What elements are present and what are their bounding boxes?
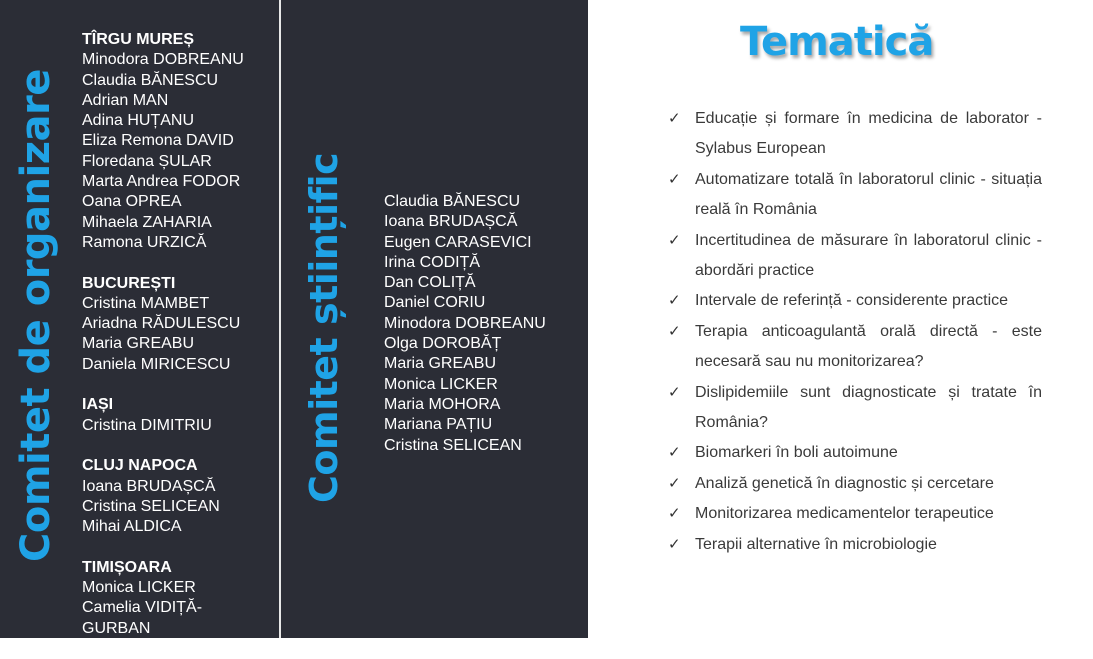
topic-item [668, 469, 1042, 499]
member-name: Floredana ȘULAR [82, 152, 212, 170]
member-name: Mariana PAȚIU [384, 416, 493, 434]
topic-text: Educație și formare în medicina de laborator - Sylabus European [695, 110, 1042, 158]
topic-text: Biomarkeri în boli autoimune [695, 444, 898, 462]
member-name: Eugen CARASEVICI [384, 233, 532, 251]
member-name: Monica LICKER [82, 579, 196, 597]
checkmark-icon: ✓ [668, 505, 681, 523]
checkmark-icon: ✓ [668, 231, 681, 249]
member-name: Ioana BRUDAȘCĂ [384, 213, 518, 231]
city-group [82, 30, 244, 253]
topic-item [668, 378, 1042, 439]
member-name: Cristina SELICEAN [82, 497, 220, 515]
member-name: Daniela MIRICESCU [82, 355, 231, 373]
member-name: Ramona URZICĂ [82, 233, 207, 251]
city-group [82, 558, 244, 639]
topic-text: Monitorizarea medicamentelor terapeutice [695, 505, 994, 523]
topic-item [668, 317, 1042, 378]
topic-item [668, 286, 1042, 316]
topic-item [668, 104, 1042, 165]
checkmark-icon: ✓ [668, 535, 681, 553]
checkmark-icon: ✓ [668, 474, 681, 492]
topic-text: Automatizare totală în laboratorul clinic - situația reală în România [695, 170, 1042, 219]
topic-item [668, 530, 1042, 560]
city-heading: TÎRGU MUREȘ [82, 31, 194, 48]
city-group [82, 456, 244, 537]
organizing-committee-title: Comitet de organizare [13, 69, 59, 562]
member-name: Maria MOHORA [384, 395, 501, 413]
topic-text: Terapia anticoagulantă orală directă - este necesară sau nu monitorizarea? [695, 322, 1042, 371]
member-name: Maria GREABU [82, 335, 195, 353]
member-name: Maria GREABU [384, 355, 497, 373]
city-heading: TIMIȘOARA [82, 558, 172, 576]
topic-text: Incertitudinea de măsurare în laboratorul clinic - abordări practice [695, 231, 1042, 280]
member-name: Ioana BRUDAȘCĂ [82, 477, 216, 495]
member-name: Claudia BĂNESCU [384, 193, 521, 210]
topic-text: Dislipidemiile sunt diagnosticate și tratate în România? [695, 383, 1042, 432]
checkmark-icon: ✓ [668, 444, 681, 462]
topic-text: Intervale de referință - considerente practice [695, 292, 1009, 310]
member-name: Dan COLIȚĂ [384, 274, 476, 292]
member-name: Daniel CORIU [384, 294, 486, 312]
member-name: Adrian MAN [82, 91, 169, 109]
tematica-title: Tematică [740, 19, 934, 65]
checkmark-icon: ✓ [668, 110, 681, 127]
member-name: Marta Andrea FODOR [82, 173, 241, 191]
city-heading: BUCUREȘTI [82, 274, 176, 292]
city-heading: CLUJ NAPOCA [82, 457, 198, 475]
member-name: Cristina MAMBET [82, 294, 210, 312]
member-name: Adina HUȚANU [82, 112, 195, 130]
member-name: Claudia BĂNESCU [82, 71, 219, 89]
member-name: Irina CODIȚĂ [384, 253, 481, 271]
topic-list [668, 104, 1042, 560]
member-name: Mihaela ZAHARIA [82, 213, 212, 231]
checkmark-icon: ✓ [668, 383, 681, 401]
member-name: Cristina SELICEAN [384, 436, 522, 454]
topic-text: Terapii alternative în microbiologie [695, 535, 937, 553]
member-name: Olga DOROBĂȚ [384, 335, 502, 353]
member-name: Monica LICKER [384, 375, 498, 393]
checkmark-icon: ✓ [668, 292, 681, 310]
scientific-committee-list [384, 192, 546, 456]
checkmark-icon: ✓ [668, 170, 681, 188]
topic-item [668, 226, 1042, 287]
member-name: Mihai ALDICA [82, 518, 182, 536]
topic-item [668, 499, 1042, 529]
member-name: Minodora DOBREANU [384, 314, 546, 332]
topic-text: Analiză genetică în diagnostic și cercetare [695, 474, 994, 492]
checkmark-icon: ✓ [668, 322, 681, 340]
organizing-committee-list [82, 30, 244, 659]
member-name: Ariadna RĂDULESCU [82, 315, 241, 333]
member-name: Oana OPREA [82, 193, 182, 211]
scientific-committee-title: Comitet științific [302, 152, 346, 503]
member-name: Minodora DOBREANU [82, 51, 244, 69]
member-name: Cristina DIMITRIU [82, 416, 212, 434]
member-name: GURBAN [82, 619, 151, 637]
topic-item [668, 165, 1042, 226]
member-name: Camelia VIDIȚĂ- [82, 599, 203, 617]
topic-item [668, 438, 1042, 468]
city-group [82, 395, 244, 436]
member-name: Eliza Remona DAVID [82, 132, 234, 150]
city-heading: IAȘI [82, 396, 114, 414]
city-group [82, 274, 244, 375]
